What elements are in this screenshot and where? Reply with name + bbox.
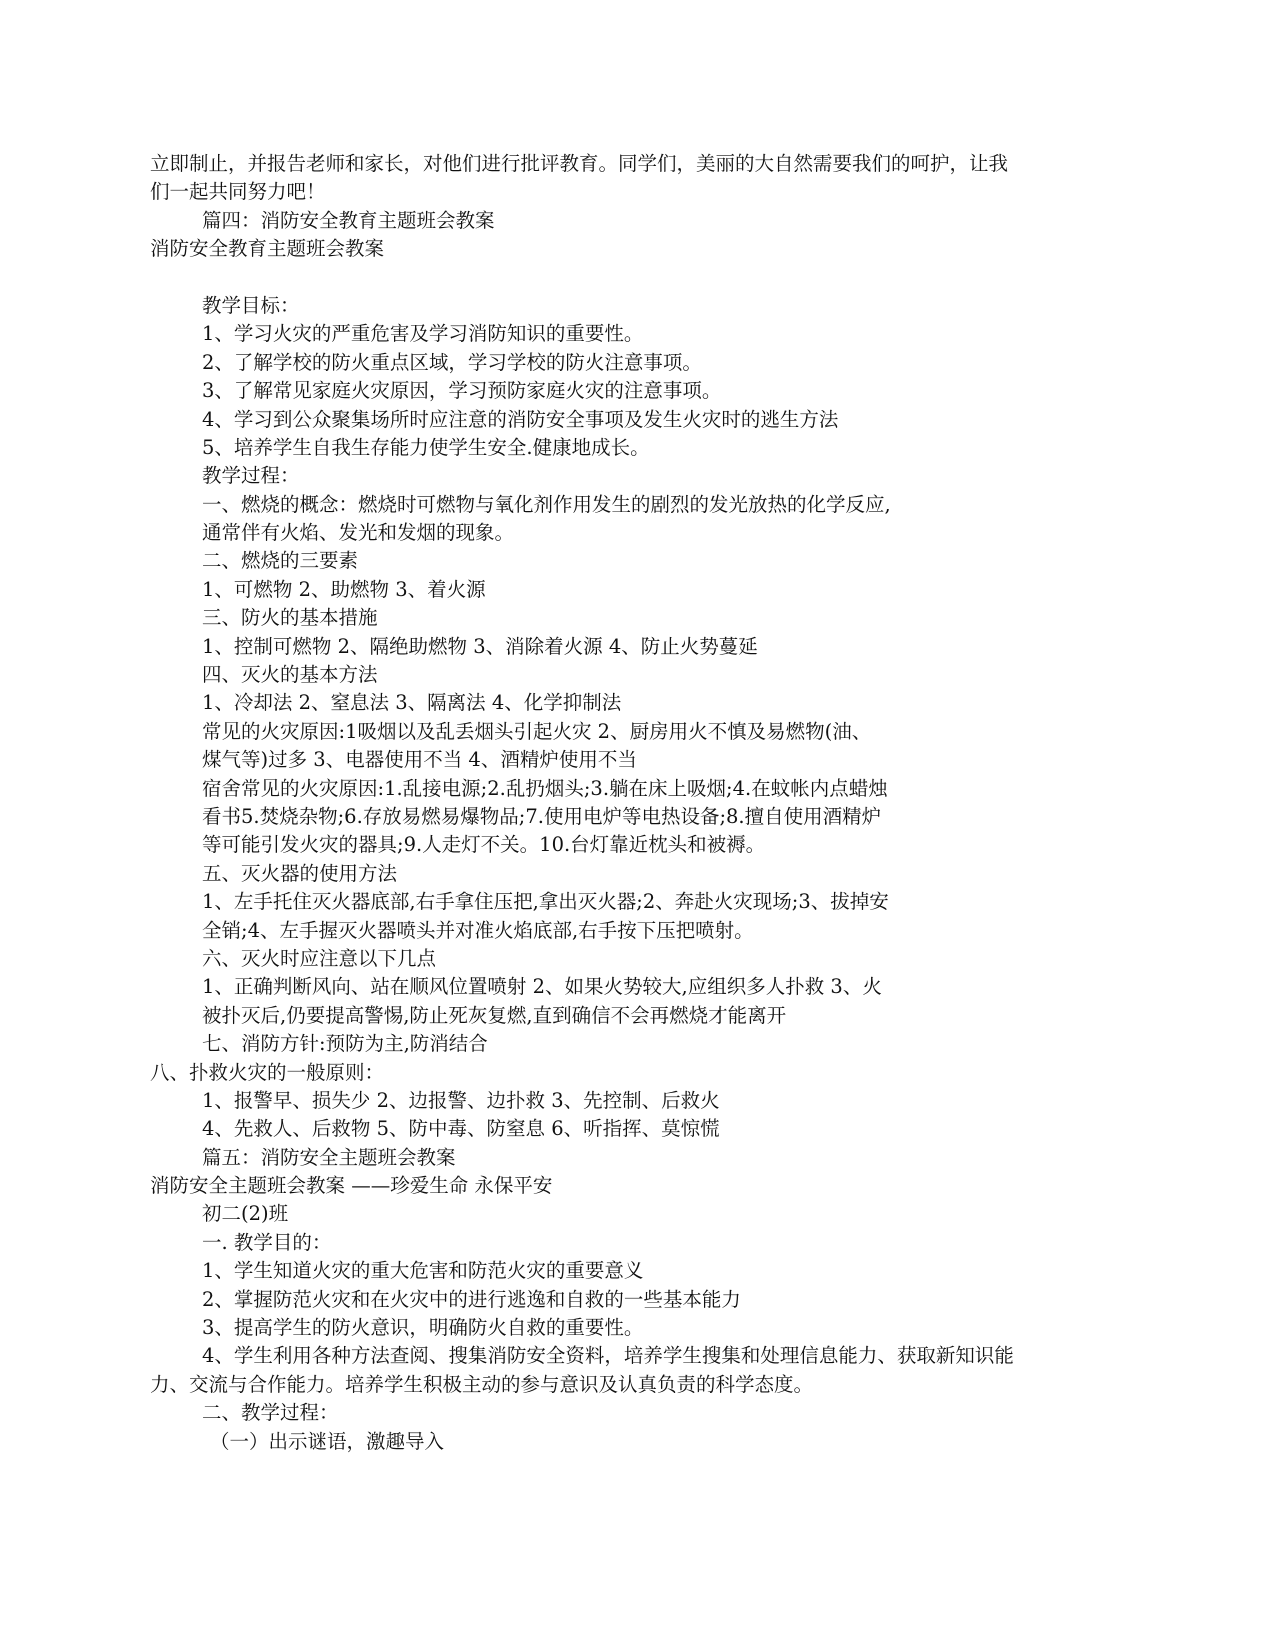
text-line: 全销;4、左手握灭火器喷头并对准火焰底部,右手按下压把喷射。 [202, 918, 754, 942]
text-line: 常见的火灾原因:1吸烟以及乱丢烟头引起火灾 2、厨房用火不慎及易燃物(油、 [202, 719, 872, 743]
text-line: 看书5.焚烧杂物;6.存放易燃易爆物品;7.使用电炉等电热设备;8.擅自使用酒精炉 [202, 804, 882, 828]
text-line: 篇四：消防安全教育主题班会教案 [202, 208, 495, 232]
text-line: 七、消防方针:预防为主,防消结合 [202, 1032, 488, 1056]
text-line: （一）出示谜语，激趣导入 [210, 1429, 445, 1453]
text-line: 二、燃烧的三要素 [202, 549, 359, 573]
text-line: 1、报警早、损失少 2、边报警、边扑救 3、先控制、后救火 [202, 1088, 720, 1112]
text-line: 宿舍常见的火灾原因:1.乱接电源;2.乱扔烟头;3.躺在床上吸烟;4.在蚊帐内点蜡烛 [202, 776, 888, 800]
text-line: 1、控制可燃物 2、隔绝助燃物 3、消除着火源 4、防止火势蔓延 [202, 634, 758, 658]
text-line: 二、教学过程： [202, 1401, 339, 1425]
text-line: 煤气等)过多 3、电器使用不当 4、酒精炉使用不当 [202, 748, 637, 772]
text-line: 1、冷却法 2、窒息法 3、隔离法 4、化学抑制法 [202, 691, 622, 715]
text-line: 篇五：消防安全主题班会教案 [202, 1145, 456, 1169]
text-line: 三、防火的基本措施 [202, 606, 378, 630]
document-body [150, 150, 1125, 1456]
text-line: 4、先救人、后救物 5、防中毒、防窒息 6、听指挥、莫惊慌 [202, 1117, 720, 1141]
text-line: 5、培养学生自我生存能力使学生安全.健康地成长。 [202, 435, 650, 459]
text-line: 消防安全教育主题班会教案 [150, 237, 385, 261]
text-line: 1、学生知道火灾的重大危害和防范火灾的重要意义 [202, 1259, 644, 1283]
text-line: 4、学生利用各种方法查阅、搜集消防安全资料，培养学生搜集和处理信息能力、获取新知识能 [202, 1344, 1014, 1368]
text-line: 力、交流与合作能力。培养学生积极主动的参与意识及认真负责的科学态度。 [150, 1372, 814, 1396]
text-line: 2、掌握防范火灾和在火灾中的进行逃逸和自救的一些基本能力 [202, 1287, 741, 1311]
text-line: 六、灭火时应注意以下几点 [202, 946, 437, 970]
text-line: 一. 教学目的： [202, 1230, 332, 1254]
text-line: 被扑灭后,仍要提高警惕,防止死灰复燃,直到确信不会再燃烧才能离开 [202, 1003, 787, 1027]
text-line: 3、提高学生的防火意识，明确防火自救的重要性。 [202, 1316, 644, 1340]
text-line: 初二(2)班 [202, 1202, 289, 1226]
text-line: 3、了解常见家庭火灾原因，学习预防家庭火灾的注意事项。 [202, 379, 722, 403]
text-line: 1、学习火灾的严重危害及学习消防知识的重要性。 [202, 322, 644, 346]
text-line: 等可能引发火灾的器具;9.人走灯不关。10.台灯靠近枕头和被褥。 [202, 833, 766, 857]
text-line: 1、正确判断风向、站在顺风位置喷射 2、如果火势较大,应组织多人扑救 3、火 [202, 975, 882, 999]
text-line: 消防安全主题班会教案 ——珍爱生命 永保平安 [150, 1174, 553, 1198]
text-line: 通常伴有火焰、发光和发烟的现象。 [202, 521, 515, 545]
text-line: 1、可燃物 2、助燃物 3、着火源 [202, 577, 486, 601]
text-line: 教学目标： [202, 293, 300, 317]
text-line: 教学过程： [202, 464, 300, 488]
text-line: 五、灭火器的使用方法 [202, 861, 398, 885]
text-line: 四、灭火的基本方法 [202, 663, 378, 687]
text-line: 4、学习到公众聚集场所时应注意的消防安全事项及发生火灾时的逃生方法 [202, 407, 839, 431]
text-line [150, 264, 1125, 292]
text-line: 一、燃烧的概念：燃烧时可燃物与氧化剂作用发生的剧烈的发光放热的化学反应, [202, 492, 891, 516]
text-line: 2、了解学校的防火重点区域，学习学校的防火注意事项。 [202, 350, 702, 374]
text-line: 八、扑救火灾的一般原则： [150, 1060, 385, 1084]
text-line: 们一起共同努力吧！ [150, 180, 326, 204]
text-line: 立即制止，并报告老师和家长，对他们进行批评教育。同学们，美丽的大自然需要我们的呵护，让我 [150, 152, 1009, 175]
text-line: 1、左手托住灭火器底部,右手拿住压把,拿出灭火器;2、奔赴火灾现场;3、拔掉安 [202, 890, 889, 914]
